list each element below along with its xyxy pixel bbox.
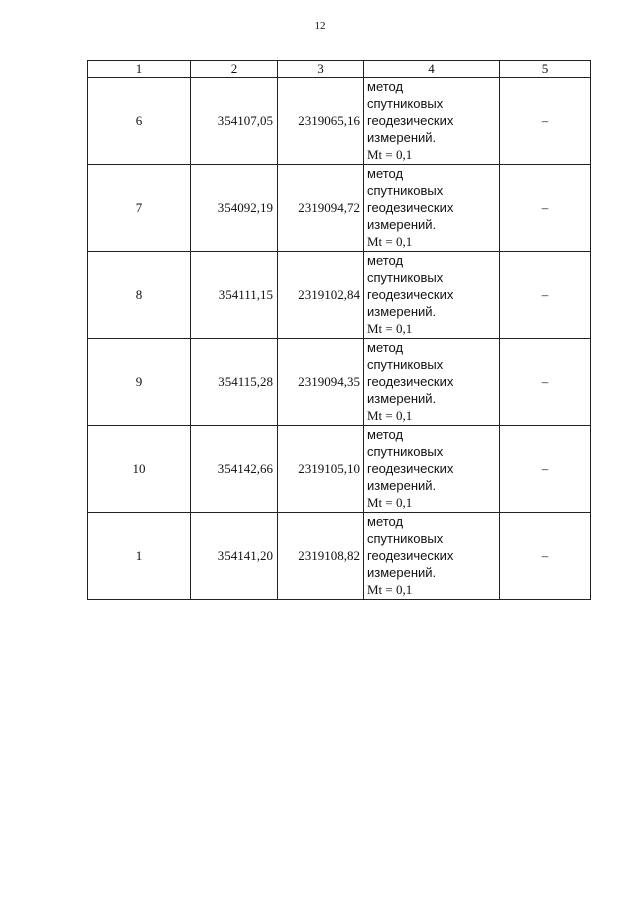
table-row <box>88 165 591 252</box>
note-value: – <box>500 339 591 426</box>
method-line: измерений. <box>367 565 437 580</box>
method-line: метод <box>367 427 404 442</box>
method-line: спутниковых <box>367 531 444 546</box>
point-number: 8 <box>88 252 191 339</box>
point-number: 1 <box>88 513 191 600</box>
coordinate-x: 354115,28 <box>191 339 278 426</box>
method-description <box>364 165 500 252</box>
note-value: – <box>500 513 591 600</box>
method-line: геодезических <box>367 113 454 128</box>
note-value: – <box>500 426 591 513</box>
method-line: спутниковых <box>367 96 444 111</box>
coordinate-y: 2319108,82 <box>278 513 364 600</box>
method-line: спутниковых <box>367 183 444 198</box>
coordinate-y: 2319105,10 <box>278 426 364 513</box>
coordinates-table <box>87 60 591 600</box>
point-number: 9 <box>88 339 191 426</box>
note-value: – <box>500 165 591 252</box>
method-line: спутниковых <box>367 270 444 285</box>
accuracy-value: Mt = 0,1 <box>367 582 413 597</box>
point-number: 6 <box>88 78 191 165</box>
page-number: 12 <box>314 20 326 32</box>
method-line: геодезических <box>367 461 454 476</box>
table-row <box>88 339 591 426</box>
note-value: – <box>500 252 591 339</box>
note-value: – <box>500 78 591 165</box>
method-line: измерений. <box>367 304 437 319</box>
method-line: спутниковых <box>367 357 444 372</box>
table-row <box>88 426 591 513</box>
coordinate-y: 2319094,72 <box>278 165 364 252</box>
method-description <box>364 339 500 426</box>
coordinate-y: 2319065,16 <box>278 78 364 165</box>
method-line: измерений. <box>367 391 437 406</box>
header-col-5: 5 <box>500 61 591 78</box>
method-line: геодезических <box>367 200 454 215</box>
coordinate-x: 354092,19 <box>191 165 278 252</box>
method-line: измерений. <box>367 478 437 493</box>
accuracy-value: Mt = 0,1 <box>367 321 413 336</box>
point-number: 7 <box>88 165 191 252</box>
method-line: измерений. <box>367 217 437 232</box>
method-line: геодезических <box>367 548 454 563</box>
accuracy-value: Mt = 0,1 <box>367 147 413 162</box>
coordinate-y: 2319102,84 <box>278 252 364 339</box>
method-line: метод <box>367 253 404 268</box>
coordinate-x: 354141,20 <box>191 513 278 600</box>
header-col-3: 3 <box>278 61 364 78</box>
point-number: 10 <box>88 426 191 513</box>
method-description <box>364 513 500 600</box>
coordinate-y: 2319094,35 <box>278 339 364 426</box>
method-description <box>364 426 500 513</box>
method-description <box>364 78 500 165</box>
method-description <box>364 252 500 339</box>
method-line: геодезических <box>367 287 454 302</box>
accuracy-value: Mt = 0,1 <box>367 234 413 249</box>
coordinate-x: 354142,66 <box>191 426 278 513</box>
header-col-4: 4 <box>364 61 500 78</box>
accuracy-value: Mt = 0,1 <box>367 495 413 510</box>
coordinate-x: 354111,15 <box>191 252 278 339</box>
method-line: геодезических <box>367 374 454 389</box>
table-row <box>88 513 591 600</box>
method-line: метод <box>367 340 404 355</box>
header-col-1: 1 <box>88 61 191 78</box>
header-col-2: 2 <box>191 61 278 78</box>
coordinate-x: 354107,05 <box>191 78 278 165</box>
table-header-row <box>88 61 591 78</box>
method-line: метод <box>367 79 404 94</box>
table-row <box>88 78 591 165</box>
method-line: метод <box>367 514 404 529</box>
method-line: измерений. <box>367 130 437 145</box>
accuracy-value: Mt = 0,1 <box>367 408 413 423</box>
method-line: метод <box>367 166 404 181</box>
table-row <box>88 252 591 339</box>
table-body <box>88 78 591 600</box>
method-line: спутниковых <box>367 444 444 459</box>
